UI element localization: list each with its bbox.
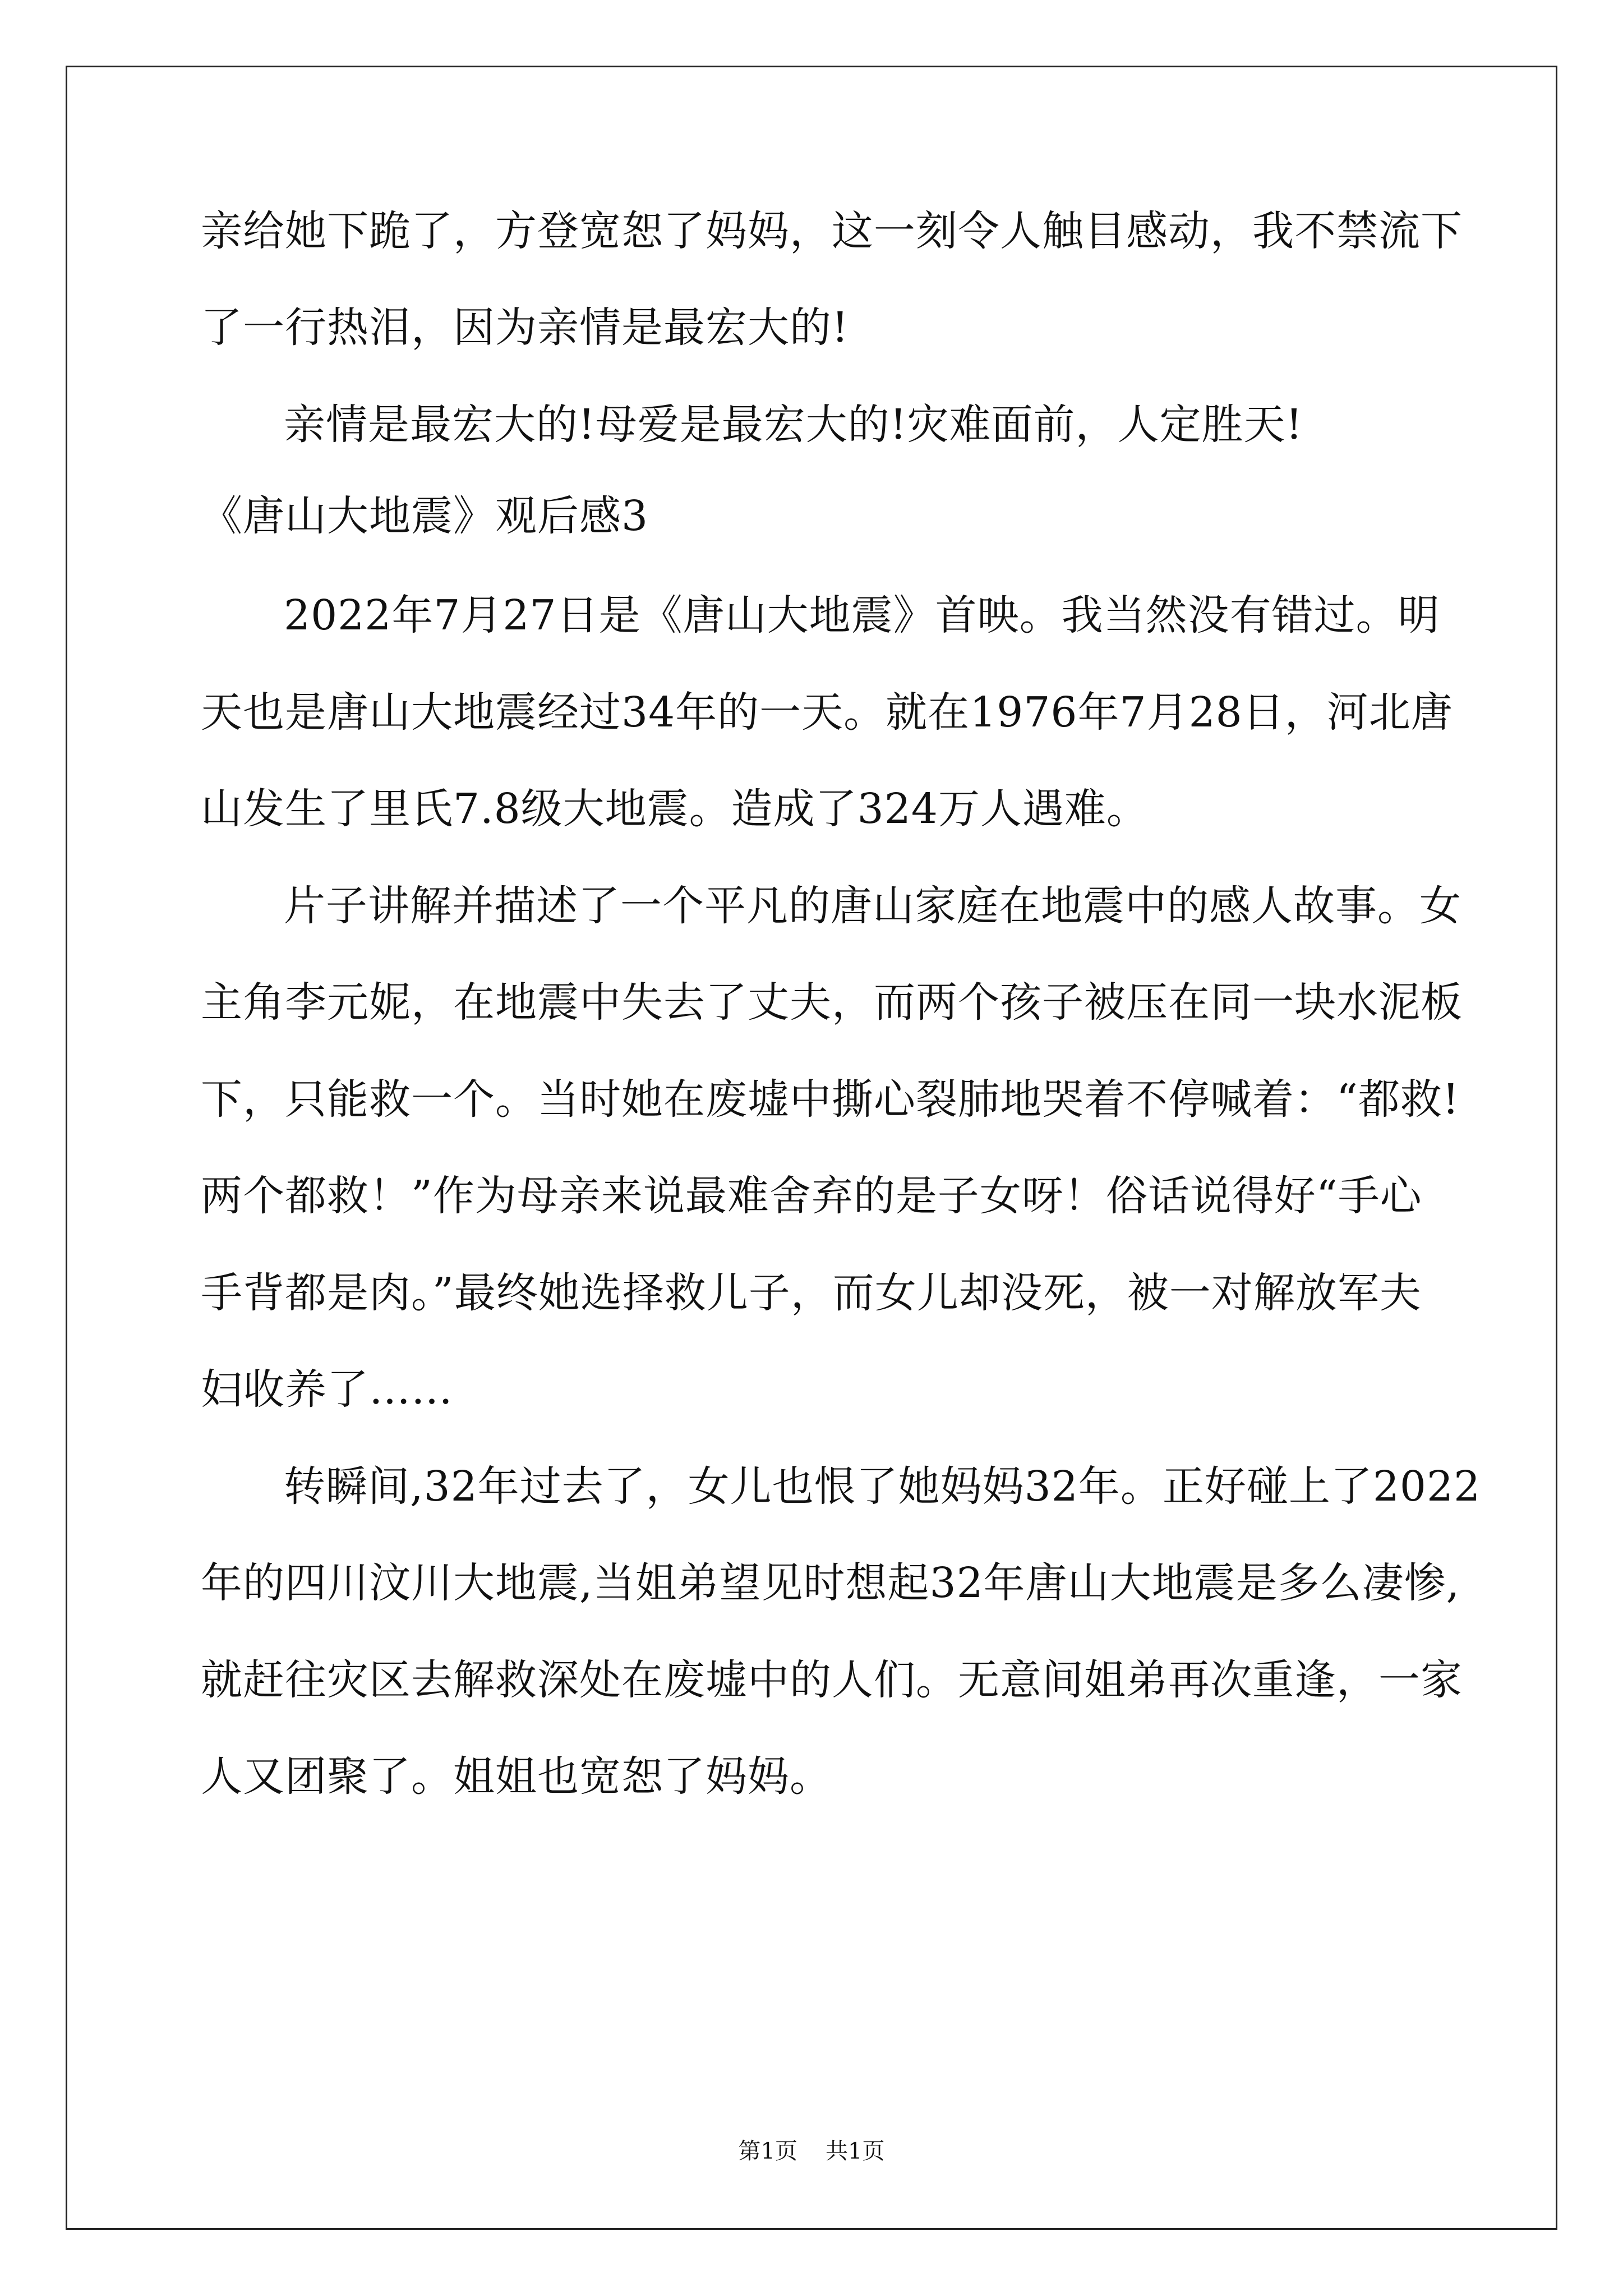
text-line: 天也是唐山大地震经过34年的一天。就在1976年7月28日，河北唐 <box>201 688 1453 737</box>
text-line: 年的四川汶川大地震,当姐弟望见时想起32年唐山大地震是多么凄惨, <box>201 1559 1460 1607</box>
page-total: 共1页 <box>826 2138 885 2164</box>
page-border <box>66 66 1557 2230</box>
text-line: 人又团聚了。姐姐也宽恕了妈妈。 <box>201 1752 832 1801</box>
text-line: 下，只能救一个。当时她在废墟中撕心裂肺地哭着不停喊着：“都救! <box>201 1075 1460 1124</box>
paragraph-start: 亲情是最宏大的!母爱是最宏大的!灾难面前，人定胜天! <box>284 401 1303 449</box>
text-line: 山发生了里氏7.8级大地震。造成了324万人遇难。 <box>201 785 1149 833</box>
paragraph-start: 片子讲解并描述了一个平凡的唐山家庭在地震中的感人故事。女 <box>284 882 1461 930</box>
page-number: 第1页 <box>738 2138 797 2164</box>
text-line: 主角李元妮，在地震中失去了丈夫，而两个孩子被压在同一块水泥板 <box>201 978 1463 1027</box>
text-line: 就赶往灾区去解救深处在废墟中的人们。无意间姐弟再次重逢，一家 <box>201 1656 1463 1704</box>
paragraph-start: 转瞬间,32年过去了，女儿也恨了她妈妈32年。正好碰上了2022 <box>284 1462 1481 1511</box>
text-line: 手背都是肉。”最终她选择救儿子，而女儿却没死，被一对解放军夫 <box>201 1269 1422 1317</box>
text-line: 了一行热泪，因为亲情是最宏大的! <box>201 303 849 352</box>
section-heading: 《唐山大地震》观后感3 <box>201 492 649 540</box>
text-line: 妇收养了…… <box>201 1365 453 1414</box>
page-footer <box>0 2137 1623 2165</box>
text-line: 亲给她下跪了，方登宽恕了妈妈，这一刻令人触目感动，我不禁流下 <box>201 207 1463 255</box>
paragraph-start: 2022年7月27日是《唐山大地震》首映。我当然没有错过。明 <box>284 591 1440 639</box>
text-line: 两个都救！”作为母亲来说最难舍弃的是子女呀！俗话说得好“手心 <box>201 1172 1422 1220</box>
